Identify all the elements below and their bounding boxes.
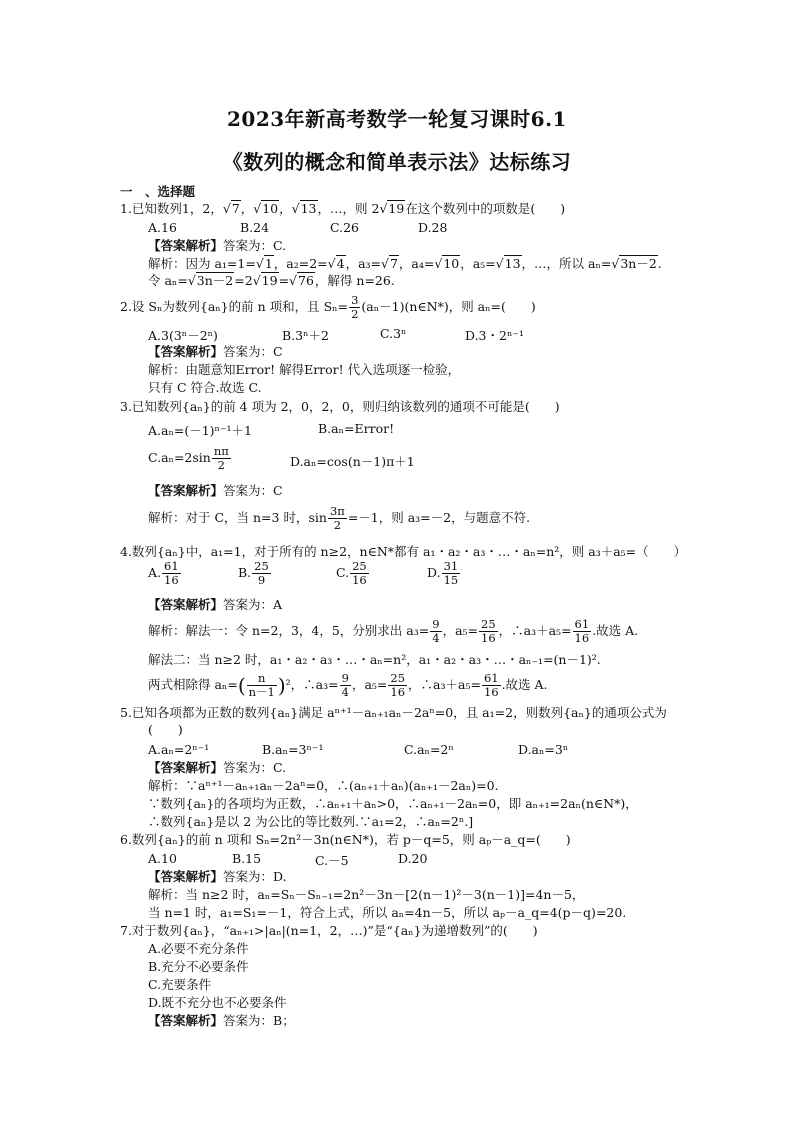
q1-answer: 【答案解析】答案为：C. — [148, 238, 287, 253]
q3-explanation: 解析：对于 C，当 n=3 时，sin $\frac{3\pi}{2}$ =－1，则 a₃=－2，与题意不符. — [148, 504, 531, 532]
q5-stem-2: ( ) — [148, 722, 183, 737]
q4-option-d: D. $\frac{31}{15}$ — [427, 559, 459, 587]
q3-option-d: D.aₙ=cos(n－1)π＋1 — [290, 454, 415, 469]
q1-option-b: B.24 — [240, 220, 270, 235]
q7-answer: 【答案解析】答案为：B； — [148, 1013, 295, 1028]
q4-explanation-2: 解法二：当 n≥2 时，a₁・a₂・a₃・…・aₙ=n²，a₁・a₂・a₃・…・aₙ₋₁=(n－1)². — [148, 652, 601, 667]
q3-stem: 3.已知数列{aₙ}的前 4 项为 2，0，2，0，则归纳该数列的通项不可能是( ) — [120, 399, 560, 414]
q4-option-b: B. $\frac{25}{9}$ — [238, 559, 269, 587]
q7-option-b: B.充分不必要条件 — [148, 959, 249, 974]
q3-option-c: C.aₙ=2sin $\frac{n\pi}{2}$ — [148, 444, 229, 472]
q2-option-d: D.3・2ⁿ⁻¹ — [465, 328, 524, 343]
q1-explanation-2: 令 aₙ=√3n－2=2√19=√76，解得 n=26. — [148, 273, 395, 288]
q4-explanation-1: 解析：解法一：令 n=2，3，4，5，分别求出 a₃= $\frac{9}{4}$ ，a₅= $\frac{25}{16}$ ，∴a₃＋a₅= $\frac{61}{16}$ .故选 A. — [148, 617, 639, 645]
q2-stem: 2.设 Sₙ为数列{aₙ}的前 n 项和，且 Sₙ= $\frac{3}{2}$ (aₙ－1)(n∈N*)，则 aₙ=( ) — [120, 293, 536, 321]
q4-option-c: C. $\frac{25}{16}$ — [336, 559, 367, 587]
q4-explanation-3: 两式相除得 aₙ=( $\frac{n}{n-1}$ )²，∴a₃= $\frac{9}{4}$ ，a₅= $\frac{25}{16}$ ，∴a₃＋a₅= $\frac{61}{16}$ .故选 A. — [148, 671, 548, 699]
q6-stem: 6.数列{aₙ}的前 n 项和 Sₙ=2n²－3n(n∈N*)，若 p－q=5，则 aₚ－a_q=( ) — [120, 832, 571, 847]
q4-option-a: A. $\frac{61}{16}$ — [148, 559, 179, 587]
q5-option-c: C.aₙ=2ⁿ — [404, 742, 454, 757]
q5-explanation-3: ∴数列{aₙ}是以 2 为公比的等比数列.∵a₁=2，∴aₙ=2ⁿ.] — [148, 814, 474, 829]
q2-answer: 【答案解析】答案为：C — [148, 344, 283, 359]
q6-explanation-1: 解析：当 n≥2 时，aₙ=Sₙ－Sₙ₋₁=2n²－3n－[2(n－1)²－3(n－1)]=4n－5， — [148, 887, 585, 902]
q6-option-a: A.10 — [148, 851, 177, 866]
q6-explanation-2: 当 n=1 时，a₁=S₁=－1，符合上式，所以 aₙ=4n－5，所以 aₚ－a_q=4(p－q)=20. — [148, 905, 627, 920]
q2-option-a: A.3(3ⁿ－2ⁿ) — [148, 328, 218, 343]
q5-option-d: D.aₙ=3ⁿ — [518, 742, 569, 757]
q7-stem: 7.对于数列{aₙ}，“aₙ₊₁>|aₙ|(n=1，2，…)”是“{aₙ}为递增数列”的( ) — [120, 923, 538, 938]
q1-option-d: D.28 — [418, 220, 448, 235]
q1-stem: 1.已知数列1，2，√7，√10，√13，…，则 2√19在这个数列中的项数是( ) — [120, 201, 566, 216]
q1-option-c: C.26 — [330, 220, 359, 235]
q4-stem: 4.数列{aₙ}中，a₁=1，对于所有的 n≥2，n∈N*都有 a₁・a₂・a₃・…・aₙ=n²，则 a₃＋a₅=（ ） — [120, 544, 687, 559]
q7-option-d: D.既不充分也不必要条件 — [148, 995, 287, 1010]
q4-answer: 【答案解析】答案为：A — [148, 597, 283, 612]
q3-answer: 【答案解析】答案为：C — [148, 483, 283, 498]
q2-option-b: B.3ⁿ＋2 — [282, 328, 329, 343]
q3-option-a: A.aₙ=(－1)ⁿ⁻¹＋1 — [148, 423, 253, 438]
q5-stem-1: 5.已知各项都为正数的数列{aₙ}满足 aⁿ⁺¹－aₙ₊₁aₙ－2aⁿ=0，且 a₁=2，则数列{aₙ}的通项公式为 — [120, 705, 667, 720]
q2-explanation-1: 解析：由题意知Error! 解得Error! 代入选项逐一检验， — [148, 362, 461, 377]
q1-option-a: A.16 — [148, 220, 177, 235]
q6-option-c: C.－5 — [315, 853, 349, 868]
q5-answer: 【答案解析】答案为：C. — [148, 760, 287, 775]
q5-option-a: A.aₙ=2ⁿ⁻¹ — [148, 742, 210, 757]
q6-option-d: D.20 — [398, 851, 428, 866]
q5-explanation-1: 解析：∵aⁿ⁺¹－aₙ₊₁aₙ－2aⁿ=0，∴(aₙ₊₁＋aₙ)(aₙ₊₁－2aₙ)=0. — [148, 778, 499, 793]
q7-option-a: A.必要不充分条件 — [148, 941, 249, 956]
q7-option-c: C.充要条件 — [148, 977, 212, 992]
q6-answer: 【答案解析】答案为：D. — [148, 869, 287, 884]
q2-explanation-2: 只有 C 符合.故选 C. — [148, 380, 262, 395]
q3-option-b: B.aₙ=Error! — [318, 421, 395, 436]
doc-subtitle: 《数列的概念和简单表示法》达标练习 — [222, 150, 572, 174]
section-heading: 一 、选择题 — [120, 184, 196, 199]
q5-option-b: B.aₙ=3ⁿ⁻¹ — [262, 742, 324, 757]
q6-option-b: B.15 — [232, 851, 262, 866]
doc-title: 2023年新高考数学一轮复习课时6.1 — [227, 107, 567, 131]
q1-explanation-1: 解析：因为 a₁=1=√1，a₂=2=√4，a₃=√7，a₄=√10，a₅=√13，…，所以 aₙ=√3n－2. — [148, 256, 662, 271]
q2-option-c: C.3ⁿ — [380, 326, 407, 341]
q5-explanation-2: ∵数列{aₙ}的各项均为正数，∴aₙ₊₁＋aₙ>0，∴aₙ₊₁－2aₙ=0，即 aₙ₊₁=2aₙ(n∈N*)， — [148, 796, 638, 811]
